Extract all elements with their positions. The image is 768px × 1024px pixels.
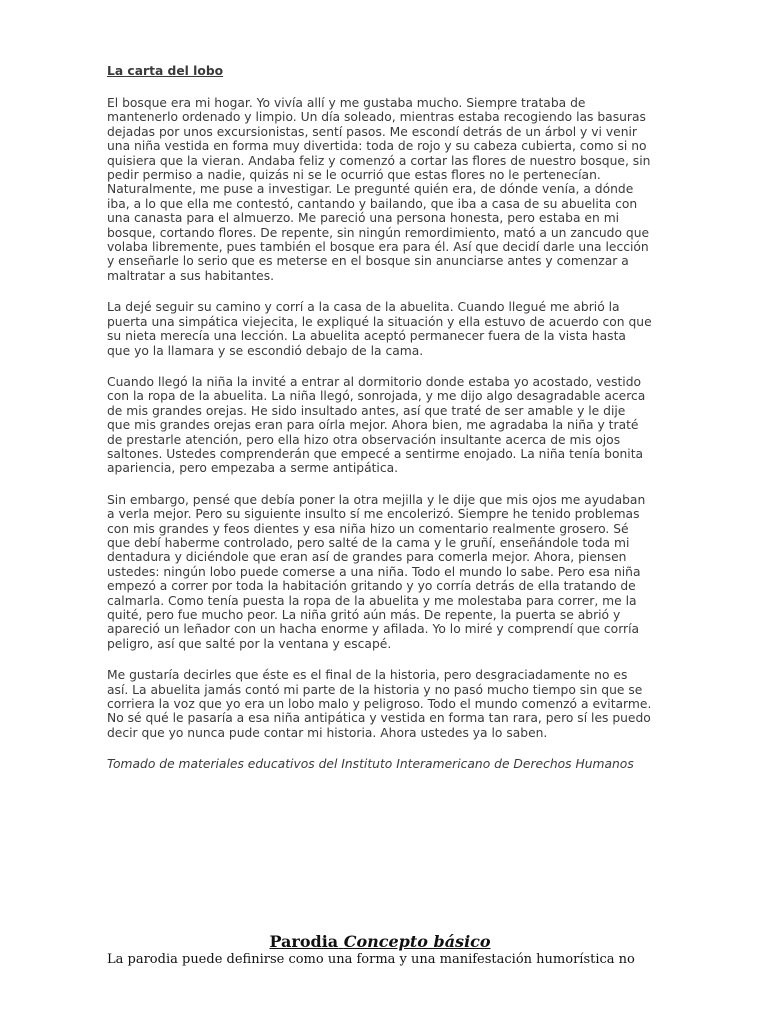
paragraph: La dejé seguir su camino y corrí a la casa de la abuelita. Cuando llegué me abrió la puerta una simpática viejecita, le expliqué la situación y ella estuvo de acuerdo con que su nieta merecía una lección. La abuelita aceptó permanecer fuera de la vista hasta que yo la llamara y se escondió debajo de la cama. (107, 300, 652, 358)
paragraph: Cuando llegó la niña la invité a entrar al dormitorio donde estaba yo acostado, vestido con la ropa de la abuelita. La niña llegó, sonrojada, y me dijo algo desagradable acerca de mis grandes orejas. He sido insultado antes, así que traté de ser amable y le dije que mis grandes orejas eran para oírla mejor. Ahora bien, me agradaba la niña y traté de prestarle atención, pero ella hizo otra observación insultante acerca de mis ojos saltones. Ustedes comprenderán que empecé a sentirme enojado. La niña tenía bonita apariencia, pero empezaba a serme antipática. (107, 374, 646, 476)
paragraph: El bosque era mi hogar. Yo vivía allí y me gustaba mucho. Siempre trataba de mantenerlo ordenado y limpio. Un día soleado, mientras estaba recogiendo las basuras dejadas por unos excursionistas, sentí pasos. Me escondí detrás de un árbol y vi venir una niña vestida en forma muy divertida: toda de rojo y su cabeza cubierta, como si no quisiera que la vieran. Andaba feliz y comenzó a cortar las flores de nuestro bosque, sin pedir permiso a nadie, quizás ni se le ocurrió que estas flores no le pertenecían. Naturalmente, me puse a investigar. Le pregunté quién era, de dónde venía, a dónde iba, a lo que ella me contestó, cantando y bailando, que iba a casa de su abuelita con una canasta para el almuerzo. Me pareció una persona honesta, pero estaba en mi bosque, cortando flores. De repente, sin ningún remordimiento, mató a un zancudo que volaba libremente, pues también el bosque era para él. Así que decidí darle una lección y enseñarle lo serio que es meterse en el bosque sin anunciarse antes y comenzar a maltratar a sus habitantes. (107, 96, 651, 283)
source-credit: Tomado de materiales educativos del Instituto Interamericano de Derechos Humanos (107, 757, 634, 772)
parodia-section (107, 932, 667, 967)
section-heading-main: Parodia (269, 932, 339, 951)
paragraph: Me gustaría decirles que éste es el final de la historia, pero desgraciadamente no es así. La abuelita jamás contó mi parte de la historia y no pasó mucho tiempo sin que se corriera la voz que yo era un lobo malo y peligroso. Todo el mundo comenzó a evitarme. No sé qué le pasaría a esa niña antipática y vestida en forma tan rara, pero sí les puedo decir que yo nunca pude contar mi historia. Ahora ustedes ya lo saben. (107, 668, 652, 740)
document-title: La carta del lobo (107, 64, 224, 78)
section-heading-emphasis: Concepto básico (343, 932, 491, 951)
section-first-line: La parodia puede definirse como una forma y una manifestación humorística no (107, 952, 635, 967)
section-heading (107, 932, 667, 952)
paragraph: Sin embargo, pensé que debía poner la otra mejilla y le dije que mis ojos me ayudaban a verla mejor. Pero su siguiente insulto sí me encolerizó. Siempre he tenido problemas con mis grandes y feos dientes y esa niña hizo un comentario realmente grosero. Sé que debí haberme controlado, pero salté de la cama y le gruñí, enseñándole toda mi dentadura y diciéndole que eran así de grandes para comerla mejor. Ahora, piensen ustedes: ningún lobo puede comerse a una niña. Todo el mundo lo sabe. Pero esa niña empezó a correr por toda la habitación gritando y yo corría detrás de ella tratando de calmarla. Como tenía puesta la ropa de la abuelita y me molestaba para correr, me la quité, pero fue mucho peor. La niña gritó aún más. De repente, la puerta se abrió y apareció un leñador con un hacha enorme y afilada. Yo lo miré y comprendí que corría peligro, así que salté por la ventana y escapé. (107, 492, 646, 651)
document-body (107, 96, 652, 789)
